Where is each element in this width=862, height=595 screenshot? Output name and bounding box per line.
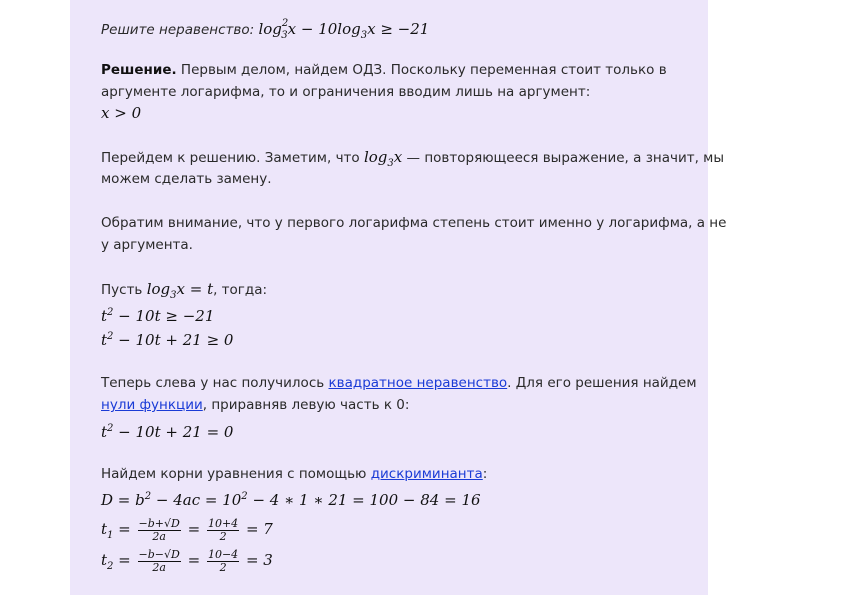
p4-line2: нули функции, приравняв левую часть к 0: [101, 397, 410, 413]
p4-line1: Теперь слева у нас получилось квадратное неравенство. Для его решения найдем [101, 375, 697, 391]
p3-line1: Обратим внимание, что у первого логарифма степень стоит именно у логарифма, а не [101, 215, 727, 231]
root-t1-formula: $t_1$ = $\frac{-b+√D}{2a}$ = $\frac{10+4}{2}$ = 7 [101, 516, 273, 543]
equation-1: $t^2 - 10t \ge -21$ [101, 307, 215, 325]
t1-fraction-general: $\frac{-b+√D}{2a}$ [138, 516, 180, 543]
solution-card [70, 0, 727, 595]
problem-statement [101, 13, 429, 47]
p2-line1: Перейдем к решению. Заметим, что $\log_3x$ — повторяющееся выражение, а значит, мы [101, 148, 725, 169]
equation-3: $t^2 - 10t + 21 = 0$ [101, 423, 234, 441]
substitution-line: Пусть $\log_3x = t$, тогда: [101, 280, 268, 301]
discriminant-link[interactable]: дискриминанта [370, 466, 483, 482]
t1-fraction-numeric: $\frac{10+4}{2}$ [207, 516, 239, 543]
solution-p1-line1: Решение. Первым делом, найдем ОДЗ. Поскольку переменная стоит только в [101, 62, 667, 78]
p2-line2: можем сделать замену. [101, 171, 272, 187]
t2-fraction-numeric: $\frac{10-4}{2}$ [207, 547, 239, 574]
t2-fraction-general: $\frac{-b-√D}{2a}$ [138, 547, 180, 574]
odz-formula: x > 0 [101, 104, 142, 122]
problem-label: Решите неравенство: [101, 22, 255, 38]
problem-expression: $\log^2_3x - 10\log_3x \ge -21$ [258, 18, 430, 41]
equation-2: $t^2 - 10t + 21 \ge 0$ [101, 331, 234, 349]
p3-line2: у аргумента. [101, 237, 193, 253]
quadratic-inequality-link[interactable]: квадратное неравенство [328, 375, 508, 391]
root-t2-formula: $t_2$ = $\frac{-b-√D}{2a}$ = $\frac{10-4}{2}$ = 3 [101, 547, 273, 574]
function-zeros-link[interactable]: нули функции [101, 397, 203, 413]
solution-heading: Решение. [101, 62, 177, 78]
discriminant-formula: $D = b^2 - 4ac = 10^2 - 4$ ∗ 1 ∗ 21 = 100 − 84 = 16 [101, 491, 481, 509]
p5-line: Найдем корни уравнения с помощью дискриминанта: [101, 466, 488, 482]
solution-p1-line2: аргументе логарифма, то и ограничения вводим лишь на аргумент: [101, 84, 591, 100]
